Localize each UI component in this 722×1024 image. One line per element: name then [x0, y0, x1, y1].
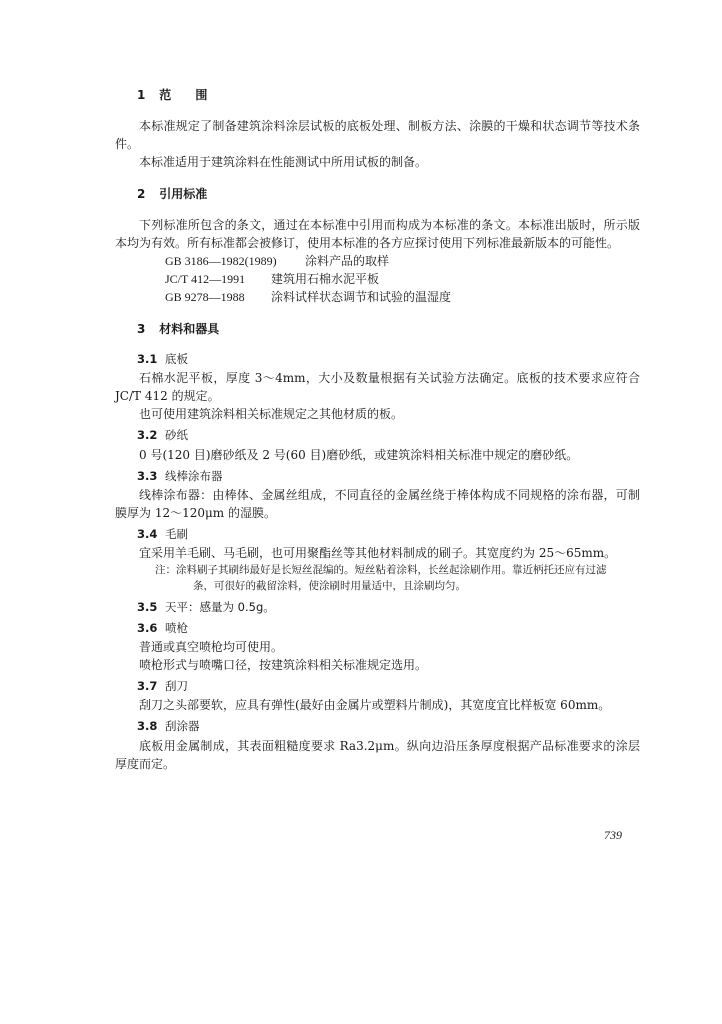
subsection-title: 线棒涂布器 [165, 468, 223, 483]
section-number: 2 [137, 187, 146, 201]
paragraph: 喷枪形式与喷嘴口径，按建筑涂料相关标准规定选用。 [139, 658, 428, 672]
reference-name: 涂料试样状态调节和试验的温湿度 [271, 290, 452, 304]
section-number: 3 [137, 322, 146, 336]
page-number: 739 [604, 828, 622, 842]
reference-name: 涂料产品的取样 [305, 254, 390, 268]
section-title: 材料和器具 [159, 322, 220, 336]
subsection-title: 底板 [165, 352, 188, 366]
subsection-heading [137, 718, 640, 735]
paragraph: 本标准规定了制备建筑涂料涂层试板的底板处理、制板方法、涂膜的干燥和状态调节等技术条件。 [115, 119, 640, 151]
subsection-heading [137, 620, 640, 637]
reference-list [115, 252, 640, 306]
paragraph: 本标准适用于建筑涂料在性能测试中所用试板的制备。 [139, 155, 428, 169]
section-title: 引用标准 [159, 187, 208, 201]
subsection-title: 刮刀 [165, 679, 188, 693]
note-line: 条，可很好的截留涂料，使涂刷时用量适中，且涂刷均匀。 [193, 579, 466, 592]
paragraph: 也可使用建筑涂料相关标准规定之其他材质的板。 [139, 407, 404, 422]
subsection-heading [137, 678, 640, 695]
reference-item [115, 270, 640, 288]
reference-item [115, 252, 640, 270]
subsection-heading [137, 468, 640, 485]
paragraph: 刮刀之头部要软，应具有弹性(最好由金属片或塑料片制成)，其宽度宜比样板宽 60mm。 [139, 698, 611, 713]
section-number: 1 [137, 88, 146, 102]
subsection-heading [137, 599, 640, 616]
subsection-number: 3.2 [137, 428, 158, 443]
note-line: 注：涂料刷子其刷纬最好是长短丝混编的。短丝粘着涂料，长丝起涂刷作用。靠近柄托还应有过滤 [155, 564, 607, 576]
subsection-title: 喷枪 [165, 620, 188, 635]
note [155, 563, 640, 595]
paragraph: 线棒涂布器：由棒体、金属丝组成，不同直径的金属丝绕于棒体构成不同规格的涂布器，可制膜厚为 12～120μm 的湿膜。 [115, 487, 640, 520]
reference-code: JC/T 412—1991 [165, 272, 246, 286]
section-2-heading [137, 185, 640, 203]
subsection-title: 天平：感量为 0.5g。 [165, 599, 275, 614]
subsection-heading [137, 526, 640, 543]
subsection-number: 3.1 [137, 352, 158, 366]
subsection-title: 毛刷 [165, 526, 188, 541]
section-1-heading [137, 86, 640, 104]
reference-item [115, 288, 640, 306]
paragraph: 0 号(120 目)磨砂纸及 2 号(60 目)磨砂纸，或建筑涂料相关标准中规定的磨砂纸。 [139, 447, 579, 462]
paragraph: 底板用金属制成，其表面粗糙度要求 Ra3.2μm。纵向边沿压条厚度根据产品标准要求的涂层厚度而定。 [115, 738, 640, 771]
subsection-number: 3.5 [137, 599, 158, 614]
paragraph: 石棉水泥平板，厚度 3～4mm，大小及数量根据有关试验方法确定。底板的技术要求应符合 JC/T 412 的规定。 [115, 371, 640, 404]
subsection-number: 3.3 [137, 468, 158, 483]
subsection-heading [137, 351, 640, 368]
paragraph: 普通或真空喷枪均可使用。 [139, 640, 284, 654]
subsection-number: 3.6 [137, 620, 158, 635]
reference-name: 建筑用石棉水泥平板 [271, 272, 380, 286]
section-3-heading [137, 320, 640, 338]
reference-code: GB 9278—1988 [165, 290, 245, 304]
subsection-number: 3.7 [137, 679, 158, 693]
subsection-number: 3.4 [137, 526, 158, 541]
paragraph: 宜采用羊毛刷、马毛刷，也可用聚酯丝等其他材料制成的刷子。其宽度约为 25～65mm。 [139, 546, 617, 560]
subsection-number: 3.8 [137, 719, 158, 734]
reference-code: GB 3186—1982(1989) [165, 254, 277, 268]
section-title: 范 围 [159, 88, 218, 102]
paragraph: 下列标准所包含的条文，通过在本标准中引用而构成为本标准的条文。本标准出版时，所示版本均为有效。所有标准都会被修订，使用本标准的各方应探讨使用下列标准最新版本的可能性。 [115, 218, 640, 250]
subsection-heading [137, 427, 640, 444]
subsection-title: 刮涂器 [165, 719, 200, 734]
document-body [115, 86, 640, 773]
subsection-title: 砂纸 [165, 428, 188, 443]
